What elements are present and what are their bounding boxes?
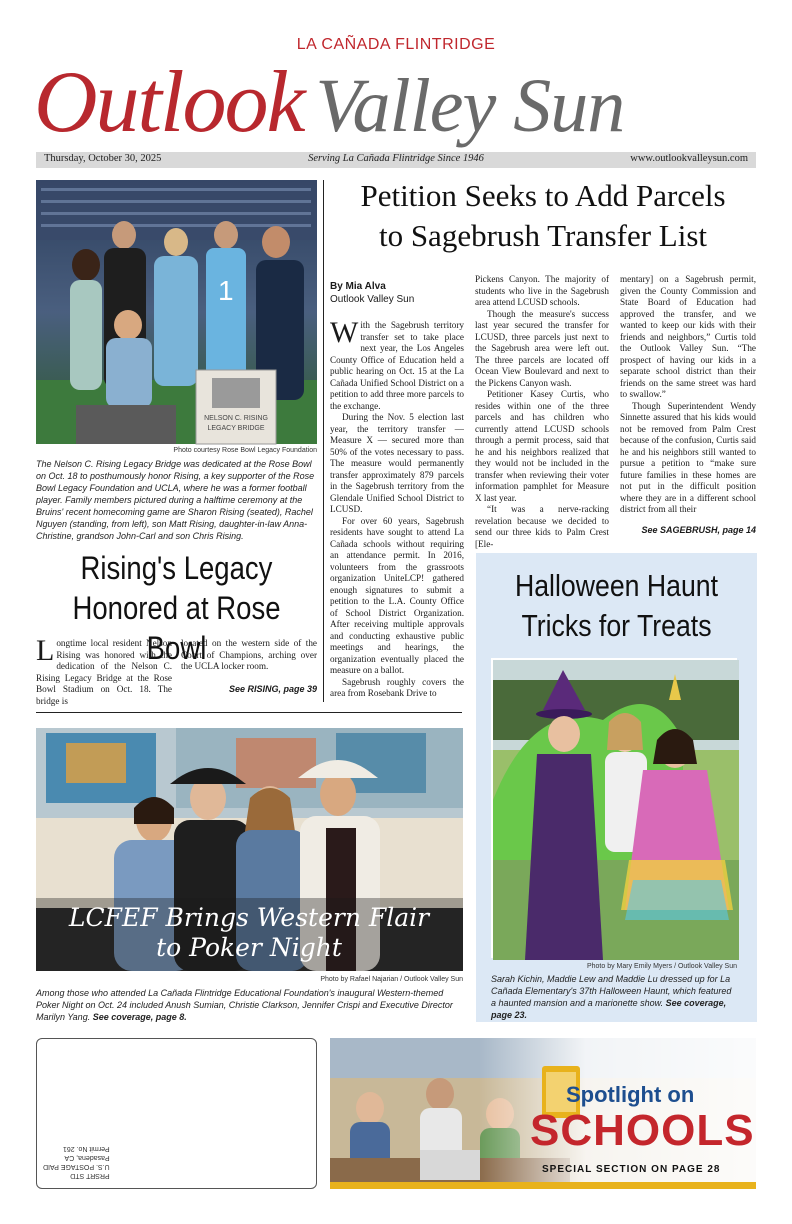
rising-photo-illustration [36, 180, 317, 444]
spotlight-title: Spotlight on [566, 1082, 695, 1107]
rising-jump-link[interactable]: See RISING, page 39 [228, 684, 317, 694]
masthead-outlook: Outlook [34, 54, 304, 151]
rising-headline-line1: Rising's Legacy [80, 550, 273, 586]
spotlight-schools-promo[interactable] [330, 1038, 756, 1189]
rising-dropcap: L [36, 634, 55, 667]
petition-col1 [330, 316, 464, 698]
masthead-title [34, 52, 764, 152]
poker-photo-caption [36, 987, 463, 1023]
postage-indicia [43, 1144, 110, 1180]
poker-photo-illustration [36, 728, 463, 971]
rising-photo-caption: The Nelson C. Rising Legacy Bridge was dedicated at the Rose Bowl on Oct. 18 to posthumously honor Rising, a key supporter of the Rose Bowl Legacy Foundation and UCLA, where he was a former football player. Family members pictured during a halftime ceremony at the Bruins' recent homecoming game are Sharon Rising (seated), Rachel Nguyen (standing, from left), son Matt Rising, daughter-in-law Anna-Christine, grandson John-Carl and son Chris Rising. [36, 459, 315, 541]
petition-col1-p3: For over 60 years, Sagebrush residents have sought to attend La Cañada schools without requiring an attendance permit. In 2016, volunteers from the grassroots organization UniteLCP! gathered enough signatures to submit a petition to the L.A. County Office of School District Organization. After receiving multiple approvals and conducting exhaustive public meetings and hearings, the organization eventually placed the measure on a ballot. [330, 515, 464, 675]
byline-org: Outlook Valley Sun [330, 294, 415, 305]
haunt-headline-line2: Tricks for Treats [521, 608, 712, 643]
haunt-headline[interactable] [476, 566, 757, 646]
petition-headline[interactable] [330, 176, 756, 256]
poker-caption-link[interactable]: See coverage, page 8. [92, 1012, 187, 1022]
rising-photo [36, 180, 317, 444]
petition-col2-p1: Pickens Canyon. The majority of students who live in the Sagebrush area attend LCUSD schools. [475, 274, 609, 307]
haunt-photo [491, 658, 737, 958]
rising-story-col2 [181, 638, 317, 674]
rising-col1-text: ongtime local resident Nelson Rising was honored with the dedication of the Nelson C. Rising Legacy Bridge at the Rose Bowl Stadium on Oct. 18. The bridge is [36, 638, 172, 706]
petition-col1-p4: Sagebrush roughly covers the area from Rosebank Drive to [330, 676, 464, 698]
svg-text:1: 1 [218, 275, 234, 306]
spotlight-note: SPECIAL SECTION ON PAGE 28 [542, 1164, 721, 1175]
rising-photo-credit: Photo courtesy Rose Bowl Legacy Foundation [173, 447, 317, 454]
haunt-caption-text: Sarah Kichin, Maddie Lew and Maddie Lu dressed up for La Cañada Elementary's 37th Halloween Haunt, which featured a haunted mansion and a marionette show. [491, 974, 732, 1008]
byline-name: By Mia Alva [330, 281, 386, 292]
haunt-caption-link[interactable]: See coverage, page 23. [491, 998, 727, 1020]
petition-dropcap: W [330, 316, 359, 349]
spotlight-subject: SCHOOLS [530, 1106, 755, 1155]
petition-col1-p2: During the Nov. 5 election last year, the territory transfer — Measure X — secured more than 50% of the votes necessary to pass. The measure would permanently transfer approximately 879 parcels in the Sagebrush territory from the Glendale Unified School District to LCUSD. [330, 412, 464, 514]
poker-overlay-line1[interactable]: LCFEF Brings Western Flair [68, 903, 430, 932]
dateline-date: Thursday, October 30, 2025 [44, 153, 162, 164]
petition-headline-line1: Petition Seeks to Add Parcels [360, 178, 726, 213]
petition-col2 [475, 274, 609, 549]
petition-col3-p2: Though Superintendent Wendy Sinnette assured that his kids would not be removed from Palm Crest because of the confusion, Curtis said he and his neighbors still wanted to pursue a petition to “make sure future families in these homes are not put in the difficult position where they are in a different school district from all their [620, 400, 756, 514]
legacy-bridge-sign-text: NELSON C. RISING [204, 415, 268, 422]
poker-overlay-line2[interactable]: to Poker Night [156, 933, 342, 962]
dateline-url[interactable]: www.outlookvalleysun.com [630, 153, 748, 164]
mailing-label-box [36, 1038, 317, 1189]
petition-col2-p2: Though the measure's success last year secured the transfer for LCUSD, three parcels just next to the Sagebrush area were left out. The three parcels are located off Ocean View Boulevard and next to the Pickens Canyon wash. [475, 308, 609, 388]
poker-photo-credit: Photo by Rafael Najarian / Outlook Valley Sun [320, 976, 463, 983]
poker-photo [36, 728, 463, 971]
haunt-photo-illustration [493, 660, 739, 960]
postage-line2: U.S. POSTAGE PAID [43, 1163, 110, 1170]
petition-byline [330, 280, 466, 306]
svg-text:LEGACY BRIDGE: LEGACY BRIDGE [207, 425, 265, 432]
section-rule [36, 712, 462, 713]
haunt-headline-line1: Halloween Haunt [514, 568, 719, 603]
masthead-kicker: LA CAÑADA FLINTRIDGE [296, 36, 496, 53]
rising-story-col1 [36, 634, 172, 706]
petition-col2-p4: “It was a nerve-racking revelation because we decided to send our three kids to Palm Crest [Ele- [475, 504, 609, 549]
rising-col2-text: located on the western side of the Court of Champions, arching over the UCLA locker room. [181, 638, 317, 671]
petition-col3-p1: mentary] on a Sagebrush permit, given the County Commission and State Board of Education had approved the transfer, and we wanted to keep our kids with their friends and neighbors,” Curtis told the Outlook Valley Sun. “The prospect of having our kids in a separate school district than their friends on the same street was hard to swallow.” [620, 274, 756, 399]
column-rule [323, 180, 324, 702]
haunt-photo-caption [491, 973, 737, 1021]
petition-headline-line2: to Sagebrush Transfer List [378, 218, 708, 253]
dateline-motto: Serving La Cañada Flintridge Since 1946 [308, 153, 484, 164]
petition-col2-p3: Petitioner Kasey Curtis, who resides within one of the three parcels and has children who currently attend LCUSD schools through a permit process, said that he and his neighbors realized that they would not be included in the transfer when reviewing their voter information pamphlet for Measure X last year. [475, 389, 609, 503]
rising-headline-line2: Honored at Rose Bowl [72, 590, 281, 666]
petition-col1-p1: ith the Sagebrush territory transfer set to take place next year, the Los Angeles County Office of Education held a public hearing on Oct. 15 at the La Cañada Unified School District on a petition to add three more parcels to the exchange. [330, 320, 464, 411]
petition-col3 [620, 274, 756, 514]
poker-caption-text: Among those who attended La Cañada Flintridge Educational Foundation's inaugural Western-themed Poker Night on Oct. 24 included Anush Sumian, Christie Clarkson, Jennifer Crispi and Executive Director Marilyn Yang. [36, 988, 453, 1022]
masthead-valley-sun: Valley Sun [315, 64, 625, 148]
haunt-photo-credit: Photo by Mary Emily Myers / Outlook Valley Sun [586, 963, 737, 970]
postage-line1: PRSRT STD [70, 1172, 110, 1179]
postage-line3: Pasadena, CA [64, 1154, 110, 1161]
postage-line4: Permit No. 261 [62, 1145, 110, 1152]
petition-jump-link[interactable]: See SAGEBRUSH, page 14 [641, 525, 756, 535]
dateline-bar [36, 152, 756, 168]
